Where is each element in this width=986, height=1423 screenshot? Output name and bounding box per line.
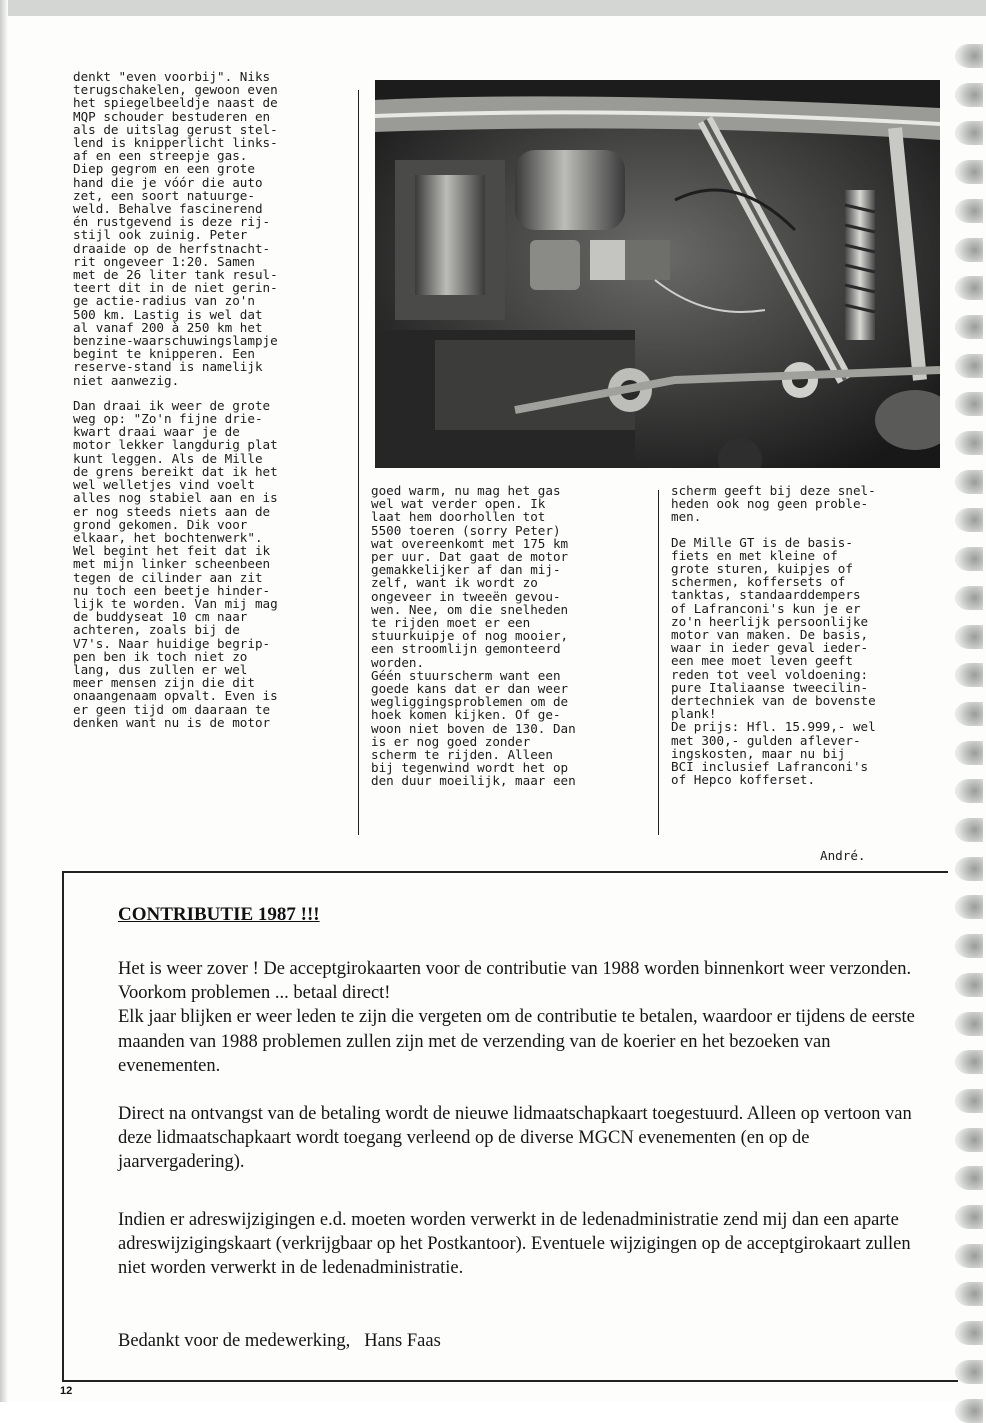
- notice-text: Indien er adreswijzigingen e.d. moeten worden verwerkt in de ledenadministratie zend mij dan een aparte adreswijzigingskaart (verkrijgbaar op het Postkantoor). Eventuele wijzigingen op de acceptgirokaart zullen niet worden verwerkt in de ledenadministratie.: [118, 1210, 911, 1279]
- box-bottom-border: [62, 1380, 958, 1382]
- binder-hole: [955, 508, 983, 532]
- binder-hole: [955, 1244, 983, 1268]
- binder-hole: [955, 934, 983, 958]
- binder-hole: [955, 973, 983, 997]
- article-paragraph: denkt "even voorbij". Niks terugschakelen, gewoon even het spiegelbeeldje naast de MQP schouder bestuderen en als de uitslag gerust stel- lend is knipperlicht links- af en een streepje gas. Diep gegrom en een grote hand die je vóór die auto zet, een soort natuurge- weld. Behalve fascinerend én rustgevend is deze rij- stijl ook zuinig. Peter draaide op de herfstnacht- rit ongeveer 1:20. Samen met de 26 liter tank resul- teert dit in de niet gerin- ge actie-radius van zo'n 500 km. Lastig is wel dat al vanaf 200 à 250 km het benzine-waarschuwingslampje begint te knipperen. Een reserve-stand is namelijk niet aanwezig.: [73, 69, 278, 388]
- binder-hole: [955, 779, 983, 803]
- box-left-border: [62, 871, 64, 1381]
- article-column-1: [73, 70, 345, 729]
- column-divider: [658, 490, 659, 835]
- section-divider: [62, 871, 948, 873]
- article-paragraph: Dan draai ik weer de grote weg op: "Zo'n fijne drie- kwart draai waar je de motor lekker langdurig plat kunt leggen. Als de Mille de grens bereikt dat ik het wel welletjes vind voelt alles nog stabiel aan en is er nog steeds niets aan de grond gekomen. Dik voor elkaar, het bochtenwerk". Wel begint het feit dat ik met mijn linker scheenbeen tegen de cilinder aan zit nu toch een beetje hinder- lijk te worden. Van mij mag de buddyseat 10 cm naar achteren, zoals bij de V7's. Naar huidige begrip- pen ben ik toch niet zo lang, dus zullen er wel meer mensen zijn die dit onaangenaam opvalt. Even is er geen tijd om daaraan te denken want nu is de motor: [73, 397, 278, 730]
- binder-hole: [955, 1166, 983, 1190]
- scan-top-edge: [0, 0, 986, 16]
- binder-hole: [955, 857, 983, 881]
- binder-hole: [955, 1012, 983, 1036]
- article-paragraph: Géén stuurscherm want een goede kans dat er dan weer wegliggingsproblemen om de hoek komen kijken. Of ge- woon niet boven de 130. Dan is er nog goed zonder scherm te rijden. Alleen bij tegenwind wordt het op den duur moeilijk, maar een: [371, 667, 576, 789]
- binder-hole: [955, 1321, 983, 1345]
- binder-hole: [955, 1399, 983, 1423]
- closing-text: Bedankt voor de medewerking,: [118, 1331, 351, 1351]
- binder-hole: [955, 83, 983, 107]
- notice-paragraph: [118, 957, 918, 1078]
- binder-hole: [955, 1282, 983, 1306]
- article-paragraph: De prijs: Hfl. 15.999,- wel met 300,- gulden aflever- ingskosten, maar nu bij BCI inclusief Lafranconi's of Hepco kofferset.: [671, 719, 876, 788]
- binder-hole: [955, 1360, 983, 1384]
- motorcycle-engine-photo: [375, 80, 940, 468]
- binder-hole: [955, 470, 983, 494]
- binder-hole: [955, 702, 983, 726]
- notice-paragraph: [118, 1208, 918, 1281]
- article-paragraph: De Mille GT is de basis- fiets en met kleine of grote sturen, kuipjes of schermen, koffersets of tanktas, standaarddempers of Lafranconi's kun je er zo'n heerlijk persoonlijke motor van maken. De basis, waar in ieder geval ieder- een mee moet leven geeft reden tot veel voldoening: pure Italiaanse tweecilin- dertechniek van de bovenste plank!: [671, 534, 876, 722]
- binder-hole: [955, 1128, 983, 1152]
- binder-hole: [955, 199, 983, 223]
- binder-hole: [955, 431, 983, 455]
- binder-hole: [955, 1089, 983, 1113]
- binder-hole: [955, 586, 983, 610]
- binder-hole: [955, 663, 983, 687]
- notice-paragraph: [118, 1102, 918, 1175]
- binder-hole: [955, 315, 983, 339]
- binder-hole: [955, 818, 983, 842]
- binder-hole: [955, 160, 983, 184]
- binder-hole: [955, 121, 983, 145]
- page-number: 12: [60, 1385, 73, 1397]
- binder-holes: [955, 44, 986, 1402]
- scan-left-edge: [0, 0, 8, 1402]
- notice-title: CONTRIBUTIE 1987 !!!: [118, 904, 320, 925]
- article-signature: André.: [820, 848, 866, 863]
- binder-hole: [955, 547, 983, 571]
- article-paragraph: goed warm, nu mag het gas wel wat verder open. Ik laat hem doorhollen tot 5500 toeren (sorry Peter) wat overeenkomt met 175 km per uur. Dat gaat de motor gemakkelijker af dan mij- zelf, want ik wordt zo ongeveer in tweeën gevou- wen. Nee, om die snelheden te rijden moet er een stuurkuipje of nog mooier, een stroomlijn gemonteerd worden.: [371, 483, 569, 670]
- binder-hole: [955, 44, 983, 68]
- article-column-3: [671, 484, 945, 786]
- binder-hole: [955, 1050, 983, 1074]
- binder-hole: [955, 354, 983, 378]
- notice-closing: [118, 1329, 918, 1353]
- column-divider: [358, 90, 359, 835]
- binder-hole: [955, 238, 983, 262]
- binder-hole: [955, 741, 983, 765]
- notice-text: Direct na ontvangst van de betaling wordt de nieuwe lidmaatschapkaart toegestuurd. Alleen op vertoon van deze lidmaatschapkaart wordt toegang verleend op de diverse MGCN evenementen (en op de jaarvergadering).: [118, 1104, 912, 1173]
- binder-hole: [955, 276, 983, 300]
- binder-hole: [955, 625, 983, 649]
- author-name: Hans Faas: [364, 1331, 441, 1351]
- article-column-2: [371, 484, 645, 788]
- article-paragraph: scherm geeft bij deze snel- heden ook nog geen proble- men.: [671, 483, 876, 525]
- binder-hole: [955, 392, 983, 416]
- binder-hole: [955, 1205, 983, 1229]
- notice-text: Het is weer zover ! De acceptgirokaarten voor de contributie van 1988 worden binnenkort weer verzonden. Voorkom problemen ... betaal direct! Elk jaar blijken er weer leden te zijn die vergeten om de contributie te betalen, waardoor er tijdens de eerste maanden van 1988 problemen zullen zijn met de verzending van de koerier en het bezoeken van evenementen.: [118, 959, 915, 1076]
- binder-hole: [955, 895, 983, 919]
